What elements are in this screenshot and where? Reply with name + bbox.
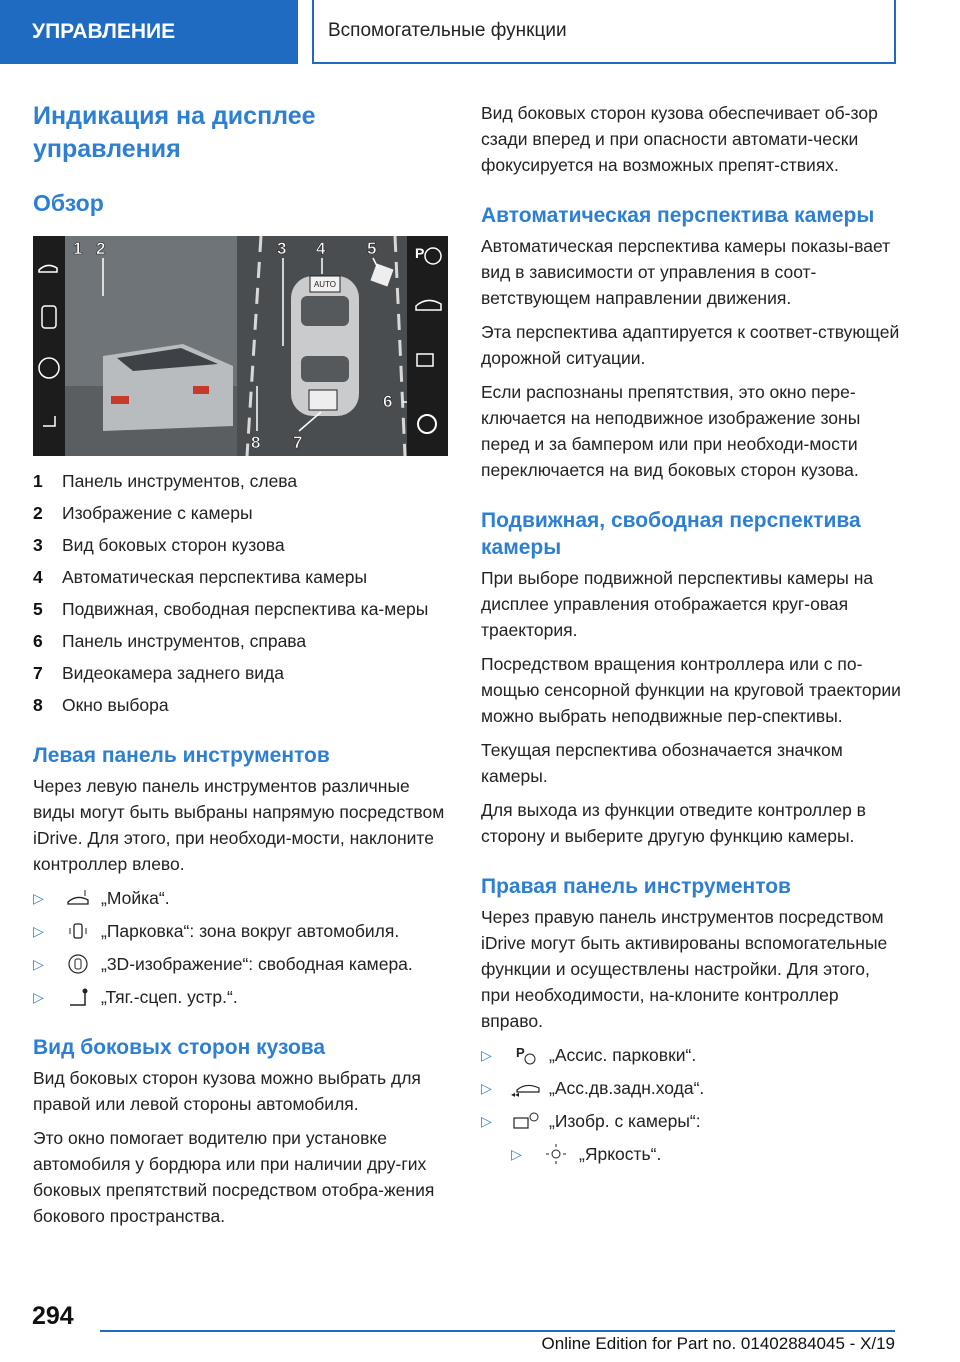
camera-display-figure <box>33 236 448 456</box>
bullet-arrow-icon: ▷ <box>481 1080 492 1096</box>
legend-number: 6 <box>33 631 43 651</box>
right-column <box>481 100 901 1174</box>
callout-1: 1 <box>73 239 83 258</box>
section-label: УПРАВЛЕНИЕ <box>32 20 176 43</box>
option-brightness <box>511 1141 901 1167</box>
free-perspective-p1: При выборе подвижной перспективы камеры на дисплее управления отображается круг-овая траектория. <box>481 568 874 640</box>
callout-5: 5 <box>367 239 377 258</box>
legend-item <box>33 692 448 718</box>
page-title: Индикация на дисплее управления <box>33 102 316 163</box>
figure-legend <box>33 468 448 718</box>
option-parking-assist <box>481 1042 901 1068</box>
left-panel-text: Через левую панель инструментов различные виды могут быть выбраны напрямую посредством iDrive. Для этого, при необходи-мости, наклоните контроллер влево. <box>33 776 445 874</box>
car-wash-icon <box>63 886 93 910</box>
legend-number: 3 <box>33 535 43 555</box>
bullet-arrow-icon: ▷ <box>33 923 44 939</box>
camera-settings-icon <box>511 1109 541 1133</box>
bullet-arrow-icon: ▷ <box>481 1047 492 1063</box>
legend-number: 7 <box>33 663 43 683</box>
auto-perspective-p2: Эта перспектива адаптируется к соответ-ствующей дорожной ситуации. <box>481 322 900 368</box>
option-reversing-assist <box>481 1075 901 1101</box>
callout-7: 7 <box>293 433 303 452</box>
brightness-icon <box>541 1142 571 1166</box>
legend-text: Автоматическая перспектива камеры <box>62 567 368 587</box>
option-label: „Яркость“. <box>579 1144 662 1164</box>
bullet-arrow-icon: ▷ <box>33 956 44 972</box>
option-label: „Изобр. с камеры“: <box>549 1111 701 1131</box>
bullet-arrow-icon: ▷ <box>481 1113 492 1129</box>
legend-item <box>33 468 448 494</box>
legend-text: Изображение с камеры <box>62 503 253 523</box>
left-column <box>33 100 448 1237</box>
legend-number: 1 <box>33 471 43 491</box>
free-perspective-heading: Подвижная, свободная перспектива камеры <box>481 509 861 559</box>
callout-6: 6 <box>383 392 393 411</box>
p-badge: P <box>415 245 425 261</box>
legend-text: Панель инструментов, справа <box>62 631 307 651</box>
legend-text: Вид боковых сторон кузова <box>62 535 285 555</box>
left-panel-options <box>33 885 448 1010</box>
auto-perspective-heading: Автоматическая перспектива камеры <box>481 204 875 227</box>
parking-assist-icon <box>511 1043 541 1067</box>
callout-8: 8 <box>251 433 261 452</box>
camera-display-illustration <box>33 236 448 456</box>
callout-2: 2 <box>96 239 106 258</box>
option-label: „Мойка“. <box>101 888 170 908</box>
auto-perspective-p1: Автоматическая перспектива камеры показы-вает вид в зависимости от управления в соот-ветствующем направлении движения. <box>481 236 891 308</box>
left-panel-heading: Левая панель инструментов <box>33 744 330 767</box>
legend-number: 5 <box>33 599 43 619</box>
side-view-paragraph-2: Это окно помогает водителю при установке автомобиля у бордюра или при наличии дру-гих боковых препятствий посредством отобра-жения бокового пространства. <box>33 1128 435 1226</box>
legend-item <box>33 628 448 654</box>
footer-divider <box>100 1330 895 1332</box>
3d-view-icon <box>63 952 93 976</box>
svg-text:◂◂: ◂◂ <box>511 1090 520 1098</box>
right-panel-text: Через правую панель инструментов посредством iDrive могут быть активированы вспомогательные функции и осуществлены настройки. Для этого, при необходимости, на-клоните контроллер вправо. <box>481 907 888 1031</box>
overview-heading: Обзор <box>33 190 104 216</box>
page-number: 294 <box>32 1302 74 1330</box>
legend-item <box>33 596 448 622</box>
option-parking <box>33 918 448 944</box>
side-view-heading: Вид боковых сторон кузова <box>33 1036 326 1059</box>
bullet-arrow-icon: ▷ <box>33 989 44 1005</box>
option-camera-image <box>481 1108 901 1134</box>
option-label: „Асс.дв.задн.хода“. <box>549 1078 705 1098</box>
section-tab <box>0 0 298 64</box>
side-view-paragraph-1: Вид боковых сторон кузова можно выбрать для правой или левой стороны автомобиля. <box>33 1068 421 1114</box>
legend-number: 4 <box>33 567 43 587</box>
callout-3: 3 <box>277 239 287 258</box>
legend-text: Окно выбора <box>62 695 169 715</box>
chapter-tab <box>312 0 896 64</box>
reversing-assist-icon <box>511 1076 541 1100</box>
legend-number: 2 <box>33 503 43 523</box>
legend-text: Подвижная, свободная перспектива ка-меры <box>62 599 429 619</box>
legend-item <box>33 660 448 686</box>
legend-item <box>33 532 448 558</box>
chapter-label: Вспомогательные функции <box>328 20 567 41</box>
legend-number: 8 <box>33 695 43 715</box>
right-panel-options <box>481 1042 901 1167</box>
option-3d <box>33 951 448 977</box>
bullet-arrow-icon: ▷ <box>33 890 44 906</box>
auto-badge: AUTO <box>313 280 337 289</box>
edition-note: Online Edition for Part no. 01402884045 - X/19 <box>541 1334 895 1353</box>
free-perspective-p2: Посредством вращения контроллера или с по-мощью сенсорной функции на круговой траектории можно выбрать неподвижные пер-спективы. <box>481 654 901 726</box>
right-panel-heading: Правая панель инструментов <box>481 875 791 898</box>
legend-text: Видеокамера заднего вида <box>62 663 284 683</box>
option-label: „3D-изображение“: свободная камера. <box>101 954 413 974</box>
bullet-arrow-icon: ▷ <box>511 1146 522 1162</box>
option-label: „Тяг.-сцеп. устр.“. <box>101 987 238 1007</box>
parking-zone-icon <box>63 919 93 943</box>
auto-perspective-p3: Если распознаны препятствия, это окно пере-ключается на неподвижное изображение зоны перед и за бампером или при необходи-мости переключается на вид боковых сторон кузова. <box>481 382 861 480</box>
callout-4: 4 <box>316 239 326 258</box>
free-perspective-p3: Текущая перспектива обозначается значком камеры. <box>481 740 843 786</box>
side-view-intro: Вид боковых сторон кузова обеспечивает об-зор сзади вперед и при опасности автомати-чески фокусируется на возможных препят-ствиях. <box>481 103 878 175</box>
trailer-hitch-icon <box>63 985 93 1009</box>
legend-item <box>33 564 448 590</box>
option-label: „Ассис. парковки“. <box>549 1045 697 1065</box>
svg-text:P: P <box>516 1045 525 1060</box>
option-trailer <box>33 984 448 1010</box>
legend-item <box>33 500 448 526</box>
free-perspective-p4: Для выхода из функции отведите контроллер в сторону и выберите другую функцию камеры. <box>481 800 866 846</box>
option-label: „Парковка“: зона вокруг автомобиля. <box>101 921 400 941</box>
option-car-wash <box>33 885 448 911</box>
legend-text: Панель инструментов, слева <box>62 471 298 491</box>
